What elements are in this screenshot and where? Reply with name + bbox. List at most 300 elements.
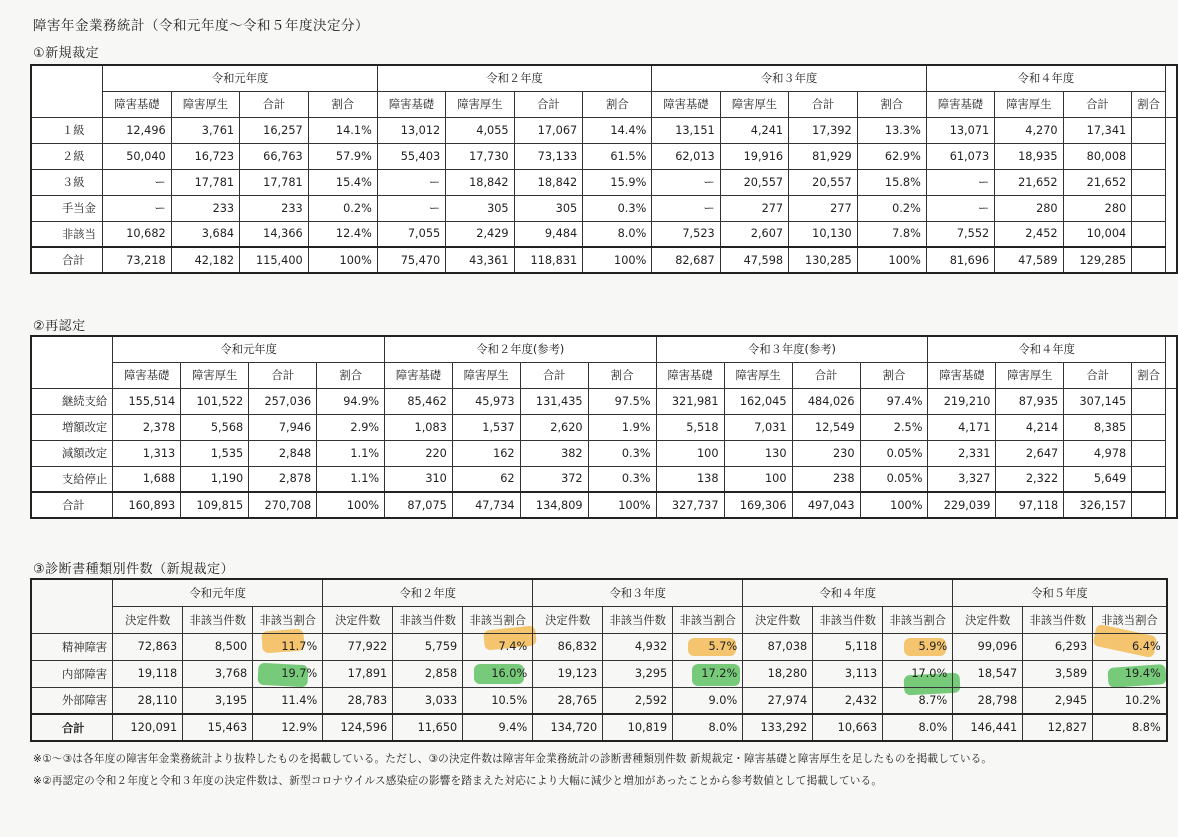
value-cell: 2.9% (317, 414, 385, 440)
value-cell: 101,522 (181, 388, 249, 414)
value-cell: 11,650 (393, 714, 463, 741)
value-cell: 18,280 (743, 660, 813, 687)
value-cell: 8.0% (673, 714, 743, 741)
value-cell: 2,620 (520, 414, 588, 440)
value-cell: ー (377, 169, 445, 195)
value-cell: 13,151 (652, 117, 720, 143)
value-cell: 9,484 (514, 221, 583, 247)
spacer-cell (1132, 466, 1166, 492)
table-by-certificate-type (30, 578, 1168, 742)
year-header-row (31, 336, 1177, 362)
column-header: 障害厚生 (181, 362, 249, 388)
value-cell: 372 (520, 466, 588, 492)
column-header: 障害基礎 (385, 362, 453, 388)
value-cell: 1,313 (113, 440, 181, 466)
value-cell: 233 (171, 195, 239, 221)
value-cell: 2,848 (249, 440, 317, 466)
column-header: 障害厚生 (452, 362, 520, 388)
value-cell: 50,040 (103, 143, 171, 169)
column-header: 障害厚生 (724, 362, 792, 388)
value-cell: 2,858 (393, 660, 463, 687)
value-cell: 3,195 (183, 687, 253, 714)
value-cell: 17,781 (240, 169, 309, 195)
row-label: １級 (31, 117, 103, 143)
value-cell: 305 (514, 195, 583, 221)
value-cell: 2,945 (1023, 687, 1093, 714)
value-cell: 100 (724, 466, 792, 492)
value-cell: 4,214 (996, 414, 1064, 440)
year-header: 令和２年度 (377, 65, 652, 91)
column-header: 合計 (514, 91, 583, 117)
value-cell: 17,341 (1063, 117, 1132, 143)
value-cell: 16.0% (463, 660, 533, 687)
value-cell: 18,842 (446, 169, 514, 195)
value-cell: 5,568 (181, 414, 249, 440)
value-cell: 2,452 (995, 221, 1063, 247)
value-cell: 81,929 (789, 143, 858, 169)
value-cell: 97,118 (996, 492, 1064, 518)
value-cell: 47,598 (720, 247, 788, 273)
value-cell: 17.0% (883, 660, 953, 687)
value-cell: 155,514 (113, 388, 181, 414)
column-header: 合計 (249, 362, 317, 388)
value-cell: 134,720 (533, 714, 603, 741)
column-header: 割合 (1132, 91, 1166, 117)
value-cell: 10,130 (789, 221, 858, 247)
value-cell: 0.2% (308, 195, 377, 221)
value-cell: ー (377, 195, 445, 221)
value-cell: 280 (1063, 195, 1132, 221)
column-header: 非該当割合 (883, 606, 953, 633)
value-cell: 7,523 (652, 221, 720, 247)
column-header: 決定件数 (953, 606, 1023, 633)
value-cell: ー (652, 169, 720, 195)
value-cell: 20,557 (720, 169, 788, 195)
row-label: 合計 (31, 247, 103, 273)
column-header: 障害基礎 (928, 362, 996, 388)
value-cell: 7,055 (377, 221, 445, 247)
value-cell: 13,012 (377, 117, 445, 143)
value-cell: 17,392 (789, 117, 858, 143)
value-cell: 18,547 (953, 660, 1023, 687)
value-cell: 120,091 (113, 714, 183, 741)
value-cell: 80,008 (1063, 143, 1132, 169)
corner-cell (31, 336, 113, 388)
value-cell: 15.9% (583, 169, 652, 195)
value-cell: 1.1% (317, 466, 385, 492)
value-cell: 134,809 (520, 492, 588, 518)
section-heading-by-certificate-type: ③診断書種類別件数（新規裁定） (33, 562, 235, 577)
value-cell: 1.1% (317, 440, 385, 466)
column-header: 割合 (308, 91, 377, 117)
value-cell: 100% (860, 492, 928, 518)
row-label: 継続支給 (31, 388, 113, 414)
value-cell: 277 (789, 195, 858, 221)
column-header: 割合 (583, 91, 652, 117)
year-header-row (31, 65, 1177, 91)
value-cell: 4,241 (720, 117, 788, 143)
value-cell: 87,038 (743, 633, 813, 660)
value-cell: 4,978 (1064, 440, 1132, 466)
value-cell: 10,819 (603, 714, 673, 741)
value-cell: 5,649 (1064, 466, 1132, 492)
column-header-row (31, 91, 1177, 117)
value-cell: 3,295 (603, 660, 673, 687)
year-header: 令和３年度 (533, 579, 743, 606)
spacer-cell (1166, 65, 1178, 117)
value-cell: ー (652, 195, 720, 221)
row-label: ３級 (31, 169, 103, 195)
value-cell: 3,761 (171, 117, 239, 143)
value-cell: 280 (995, 195, 1063, 221)
value-cell: 75,470 (377, 247, 445, 273)
value-cell: 1,535 (181, 440, 249, 466)
value-cell: 0.3% (588, 440, 656, 466)
value-cell: 321,981 (656, 388, 724, 414)
table-row (31, 440, 1177, 466)
value-cell: 18,935 (995, 143, 1063, 169)
value-cell: 238 (792, 466, 860, 492)
total-row (31, 714, 1167, 741)
table-row (31, 388, 1177, 414)
value-cell: 162,045 (724, 388, 792, 414)
value-cell: 1.9% (588, 414, 656, 440)
value-cell: 15.8% (857, 169, 926, 195)
column-header: 障害基礎 (652, 91, 720, 117)
value-cell: 3,033 (393, 687, 463, 714)
column-header: 非該当割合 (673, 606, 743, 633)
value-cell: 97.4% (860, 388, 928, 414)
value-cell: 14.1% (308, 117, 377, 143)
row-label: 外部障害 (31, 687, 113, 714)
value-cell: 7.4% (463, 633, 533, 660)
year-header: 令和元年度 (103, 65, 378, 91)
column-header: 非該当件数 (603, 606, 673, 633)
value-cell: 1,190 (181, 466, 249, 492)
column-header: 合計 (520, 362, 588, 388)
value-cell: 100 (656, 440, 724, 466)
value-cell: 15.4% (308, 169, 377, 195)
year-header: 令和３年度 (652, 65, 927, 91)
value-cell: 4,055 (446, 117, 514, 143)
footnote-2: ※②再認定の令和２年度と令和３年度の決定件数は、新型コロナウイルス感染症の影響を踏まえた対応により大幅に減少と増加があったことから参考数値として掲載している。 (33, 775, 883, 787)
value-cell: 45,973 (452, 388, 520, 414)
value-cell: 4,171 (928, 414, 996, 440)
value-cell: 27,974 (743, 687, 813, 714)
value-cell: 19,916 (720, 143, 788, 169)
value-cell: 47,589 (995, 247, 1063, 273)
value-cell: 100% (857, 247, 926, 273)
row-label: 手当金 (31, 195, 103, 221)
table-row (31, 169, 1177, 195)
value-cell: ー (926, 169, 994, 195)
spacer-cell (1132, 143, 1166, 169)
spacer-cell (1132, 388, 1166, 414)
spacer-cell (1132, 247, 1166, 273)
value-cell: 2,878 (249, 466, 317, 492)
value-cell: 14.4% (583, 117, 652, 143)
value-cell: 307,145 (1064, 388, 1132, 414)
value-cell: 124,596 (323, 714, 393, 741)
column-header: 障害基礎 (926, 91, 994, 117)
column-header: 障害基礎 (103, 91, 171, 117)
row-label: 合計 (31, 714, 113, 741)
value-cell: 7,031 (724, 414, 792, 440)
value-cell: 66,763 (240, 143, 309, 169)
column-header: 割合 (857, 91, 926, 117)
value-cell: 1,688 (113, 466, 181, 492)
value-cell: 382 (520, 440, 588, 466)
column-header: 非該当件数 (1023, 606, 1093, 633)
value-cell: 0.05% (860, 466, 928, 492)
value-cell: 230 (792, 440, 860, 466)
value-cell: 62 (452, 466, 520, 492)
column-header: 決定件数 (323, 606, 393, 633)
value-cell: 15,463 (183, 714, 253, 741)
value-cell: 61,073 (926, 143, 994, 169)
column-header: 合計 (240, 91, 309, 117)
column-header-row (31, 606, 1167, 633)
value-cell: 20,557 (789, 169, 858, 195)
value-cell: 14,366 (240, 221, 309, 247)
column-header: 障害厚生 (720, 91, 788, 117)
value-cell: 100% (308, 247, 377, 273)
value-cell: 146,441 (953, 714, 1023, 741)
value-cell: 17,891 (323, 660, 393, 687)
value-cell: 3,589 (1023, 660, 1093, 687)
value-cell: 61.5% (583, 143, 652, 169)
spacer-cell (1132, 195, 1166, 221)
value-cell: 133,292 (743, 714, 813, 741)
value-cell: 277 (720, 195, 788, 221)
value-cell: 10.2% (1093, 687, 1167, 714)
value-cell: 484,026 (792, 388, 860, 414)
value-cell: 327,737 (656, 492, 724, 518)
spacer-cell (1132, 440, 1166, 466)
column-header: 非該当割合 (1093, 606, 1167, 633)
value-cell: 497,043 (792, 492, 860, 518)
footnote-1: ※①～③は各年度の障害年金業務統計より抜粋したものを掲載している。ただし、③の決定件数は障害年金業務統計の診断書種類別件数 新規裁定・障害基礎と障害厚生を足したものを掲載している。 (33, 753, 993, 765)
table-row (31, 466, 1177, 492)
row-label: ２級 (31, 143, 103, 169)
row-label: 非該当 (31, 221, 103, 247)
value-cell: 7,552 (926, 221, 994, 247)
value-cell: 3,768 (183, 660, 253, 687)
value-cell: 118,831 (514, 247, 583, 273)
value-cell: 11.4% (253, 687, 323, 714)
value-cell: 42,182 (171, 247, 239, 273)
value-cell: 130,285 (789, 247, 858, 273)
value-cell: 81,696 (926, 247, 994, 273)
corner-cell (31, 579, 113, 633)
column-header: 非該当件数 (393, 606, 463, 633)
year-header: 令和４年度 (926, 65, 1165, 91)
value-cell: 86,832 (533, 633, 603, 660)
value-cell: 62.9% (857, 143, 926, 169)
value-cell: 0.3% (583, 195, 652, 221)
column-header: 非該当割合 (253, 606, 323, 633)
value-cell: 2.5% (860, 414, 928, 440)
value-cell: 19,118 (113, 660, 183, 687)
row-label: 増額改定 (31, 414, 113, 440)
column-header: 障害基礎 (656, 362, 724, 388)
value-cell: 7.8% (857, 221, 926, 247)
value-cell: 28,110 (113, 687, 183, 714)
value-cell: 87,075 (385, 492, 453, 518)
table-row (31, 221, 1177, 247)
value-cell: 12,827 (1023, 714, 1093, 741)
value-cell: 2,429 (446, 221, 514, 247)
value-cell: 2,432 (813, 687, 883, 714)
table-row (31, 117, 1177, 143)
year-header: 令和元年度 (113, 336, 385, 362)
value-cell: 7,946 (249, 414, 317, 440)
value-cell: 169,306 (724, 492, 792, 518)
column-header: 割合 (588, 362, 656, 388)
value-cell: 11.7% (253, 633, 323, 660)
spacer-cell (1132, 221, 1166, 247)
column-header: 決定件数 (113, 606, 183, 633)
year-header: 令和元年度 (113, 579, 323, 606)
value-cell: 19.4% (1093, 660, 1167, 687)
value-cell: 5.7% (673, 633, 743, 660)
value-cell: 305 (446, 195, 514, 221)
value-cell: 8.7% (883, 687, 953, 714)
value-cell: 19.7% (253, 660, 323, 687)
value-cell: 6.4% (1093, 633, 1167, 660)
column-header: 障害基礎 (377, 91, 445, 117)
value-cell: 6,293 (1023, 633, 1093, 660)
column-header-row (31, 362, 1177, 388)
value-cell: 9.0% (673, 687, 743, 714)
year-header: 令和３年度(参考) (656, 336, 928, 362)
value-cell: 219,210 (928, 388, 996, 414)
value-cell: 77,922 (323, 633, 393, 660)
spacer-cell (1166, 336, 1178, 388)
value-cell: 129,285 (1063, 247, 1132, 273)
value-cell: ー (103, 169, 171, 195)
column-header: 非該当件数 (813, 606, 883, 633)
row-label: 内部障害 (31, 660, 113, 687)
value-cell: 2,592 (603, 687, 673, 714)
value-cell: 0.2% (857, 195, 926, 221)
spacer-cell (1132, 117, 1166, 143)
table-row (31, 143, 1177, 169)
total-row (31, 247, 1177, 273)
value-cell: 130 (724, 440, 792, 466)
value-cell: 12,549 (792, 414, 860, 440)
section-heading-new-award: ①新規裁定 (33, 46, 100, 61)
value-cell: 10.5% (463, 687, 533, 714)
value-cell: 17,730 (446, 143, 514, 169)
value-cell: 73,133 (514, 143, 583, 169)
value-cell: 87,935 (996, 388, 1064, 414)
column-header: 割合 (860, 362, 928, 388)
row-label: 精神障害 (31, 633, 113, 660)
column-header: 合計 (1064, 362, 1132, 388)
value-cell: 100% (588, 492, 656, 518)
value-cell: 16,257 (240, 117, 309, 143)
value-cell: ー (926, 195, 994, 221)
column-header: 割合 (1132, 362, 1166, 388)
table-row (31, 195, 1177, 221)
value-cell: 55,403 (377, 143, 445, 169)
value-cell: 10,004 (1063, 221, 1132, 247)
value-cell: 17,781 (171, 169, 239, 195)
value-cell: 1,083 (385, 414, 453, 440)
value-cell: 2,322 (996, 466, 1064, 492)
value-cell: 72,863 (113, 633, 183, 660)
value-cell: 310 (385, 466, 453, 492)
column-header: 障害厚生 (995, 91, 1063, 117)
table-row (31, 633, 1167, 660)
spacer-cell (1132, 492, 1166, 518)
column-header: 合計 (792, 362, 860, 388)
column-header: 合計 (789, 91, 858, 117)
value-cell: 10,682 (103, 221, 171, 247)
value-cell: 28,765 (533, 687, 603, 714)
value-cell: 2,647 (996, 440, 1064, 466)
table-row (31, 414, 1177, 440)
value-cell: 0.3% (588, 466, 656, 492)
row-label: 減額改定 (31, 440, 113, 466)
value-cell: 10,663 (813, 714, 883, 741)
value-cell: 5,759 (393, 633, 463, 660)
value-cell: 21,652 (1063, 169, 1132, 195)
column-header: 合計 (1063, 91, 1132, 117)
value-cell: 1,537 (452, 414, 520, 440)
value-cell: 4,270 (995, 117, 1063, 143)
value-cell: 85,462 (385, 388, 453, 414)
value-cell: 13,071 (926, 117, 994, 143)
value-cell: 43,361 (446, 247, 514, 273)
value-cell: 131,435 (520, 388, 588, 414)
year-header-row (31, 579, 1167, 606)
year-header: 令和４年度 (928, 336, 1166, 362)
value-cell: 3,113 (813, 660, 883, 687)
table-row (31, 687, 1167, 714)
value-cell: 5.9% (883, 633, 953, 660)
value-cell: 12.4% (308, 221, 377, 247)
value-cell: 18,842 (514, 169, 583, 195)
spacer-cell (1132, 414, 1166, 440)
value-cell: 57.9% (308, 143, 377, 169)
column-header: 非該当割合 (463, 606, 533, 633)
value-cell: 13.3% (857, 117, 926, 143)
value-cell: 109,815 (181, 492, 249, 518)
value-cell: 4,932 (603, 633, 673, 660)
value-cell: 21,652 (995, 169, 1063, 195)
value-cell: 100% (317, 492, 385, 518)
value-cell: 115,400 (240, 247, 309, 273)
value-cell: 0.05% (860, 440, 928, 466)
column-header: 障害基礎 (113, 362, 181, 388)
value-cell: 62,013 (652, 143, 720, 169)
column-header: 障害厚生 (171, 91, 239, 117)
value-cell: 17.2% (673, 660, 743, 687)
column-header: 決定件数 (743, 606, 813, 633)
value-cell: 160,893 (113, 492, 181, 518)
value-cell: 162 (452, 440, 520, 466)
value-cell: 94.9% (317, 388, 385, 414)
table-row (31, 660, 1167, 687)
value-cell: 233 (240, 195, 309, 221)
value-cell: 9.4% (463, 714, 533, 741)
column-header: 非該当件数 (183, 606, 253, 633)
value-cell: 12,496 (103, 117, 171, 143)
column-header: 障害厚生 (996, 362, 1064, 388)
value-cell: 97.5% (588, 388, 656, 414)
